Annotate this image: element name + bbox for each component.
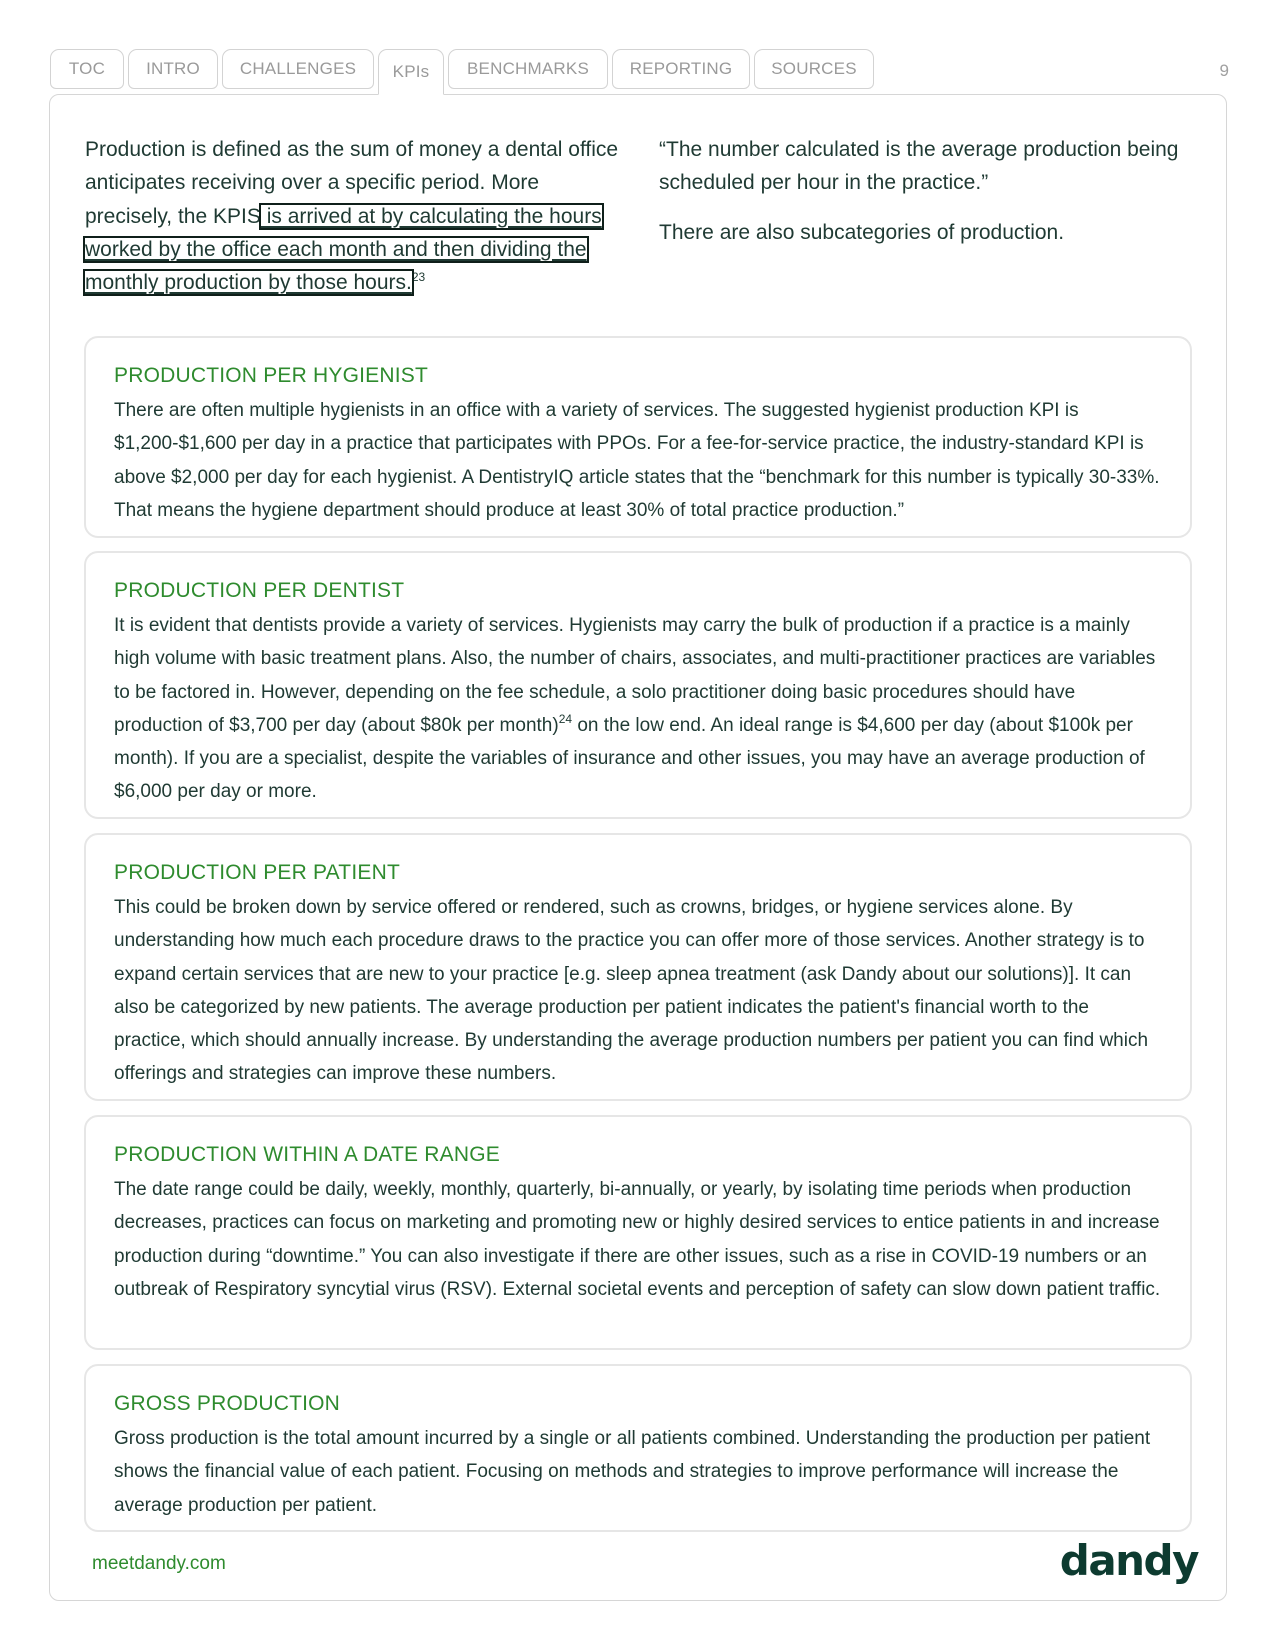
card-body: [114, 609, 1164, 809]
tab-sources[interactable]: SOURCES: [754, 49, 874, 89]
intro-subcategory-note: There are also subcategories of production.: [659, 220, 1065, 244]
intro-text-start: Production is defined as the sum of money a dental office anticipates receiving over a specific period. More precisely, the KPIS: [85, 138, 619, 228]
card-body-end: on the low end. An ideal range is $4,600 per day (about $100k per month). If you are a specialist, despite the variables of insurance and other issues, you may have an average production of $6,000 per day or more.: [114, 714, 1145, 803]
tab-benchmarks[interactable]: BENCHMARKS: [448, 49, 608, 89]
card-production-per-dentist: [84, 551, 1192, 819]
dandy-logo: dandy: [1059, 1536, 1198, 1585]
section-tabs: [50, 49, 874, 95]
tab-intro[interactable]: INTRO: [128, 49, 218, 89]
card-body: There are often multiple hygienists in an office with a variety of services. The suggested hygienist production KPI is $1,200-$1,600 per day in a practice that participates with PPOs. For a fee-for-service practice, the industry-standard KPI is above $2,000 per day for each hygienist. A DentistryIQ article states that the “benchmark for this number is typically 30-33%. That means the hygiene department should produce at least 30% of total practice production.”: [114, 400, 1160, 521]
card-body-start: It is evident that dentists provide a variety of services. Hygienists may carry the bulk of production if a practice is a mainly high volume with basic treatment plans. Also, the number of chairs, associates, and multi-practitioner practices are variables to be factored in. However, depending on the fee schedule, a solo practitioner doing basic procedures should have production of $3,700 per day (about $80k per month): [114, 615, 1156, 736]
intro-definition: [85, 133, 625, 299]
card-gross-production: [84, 1364, 1192, 1532]
card-title: PRODUCTION PER HYGIENIST: [114, 364, 428, 387]
card-title: PRODUCTION WITHIN A DATE RANGE: [114, 1143, 500, 1166]
card-title: PRODUCTION PER PATIENT: [114, 861, 400, 884]
card-production-date-range: [84, 1115, 1192, 1350]
page-number: 9: [1219, 61, 1229, 80]
footnote-ref[interactable]: 23: [411, 270, 426, 285]
card-body: The date range could be daily, weekly, monthly, quarterly, bi-annually, or yearly, by isolating time periods when production decreases, practices can focus on marketing and promoting new or highly desired services to entice patients in and increase production during “downtime.” You can also investigate if there are other issues, such as a rise in COVID-19 numbers or an outbreak of Respiratory syncytial virus (RSV). External societal events and perception of safety can slow down patient traffic.: [114, 1179, 1161, 1300]
card-body: Gross production is the total amount incurred by a single or all patients combined. Understanding the production per patient shows the financial value of each patient. Focusing on methods and strategies to improve performance will increase the average production per patient.: [114, 1428, 1151, 1516]
highlighted-text: is arrived at by calculating the hours worked by the office each month and then dividing the monthly production by those hours.: [85, 204, 602, 295]
card-production-per-hygienist: [84, 336, 1192, 538]
website-link[interactable]: meetdandy.com: [92, 1553, 226, 1574]
card-title: GROSS PRODUCTION: [114, 1392, 341, 1415]
card-title: PRODUCTION PER DENTIST: [114, 579, 405, 602]
card-production-per-patient: [84, 833, 1192, 1101]
intro-quote-column: [659, 133, 1199, 265]
tab-challenges[interactable]: CHALLENGES: [222, 49, 374, 89]
footnote-ref[interactable]: 24: [558, 711, 573, 726]
card-body: This could be broken down by service offered or rendered, such as crowns, bridges, or hygiene services alone. By understanding how much each procedure draws to the practice you can offer more of those services. Another strategy is to expand certain services that are new to your practice [e.g. sleep apnea treatment (ask Dandy about our solutions)]. It can also be categorized by new patients. The average production per patient indicates the patient's financial worth to the practice, which should annually increase. By understanding the average production numbers per patient you can find which offerings and strategies can improve these numbers.: [114, 897, 1149, 1085]
tab-reporting[interactable]: REPORTING: [612, 49, 750, 89]
intro-quote: “The number calculated is the average production being scheduled per hour in the practice.”: [659, 138, 1179, 195]
intro-definition-text: [85, 133, 625, 299]
tab-toc[interactable]: TOC: [50, 49, 124, 89]
tab-kpis[interactable]: KPIs: [378, 49, 444, 95]
